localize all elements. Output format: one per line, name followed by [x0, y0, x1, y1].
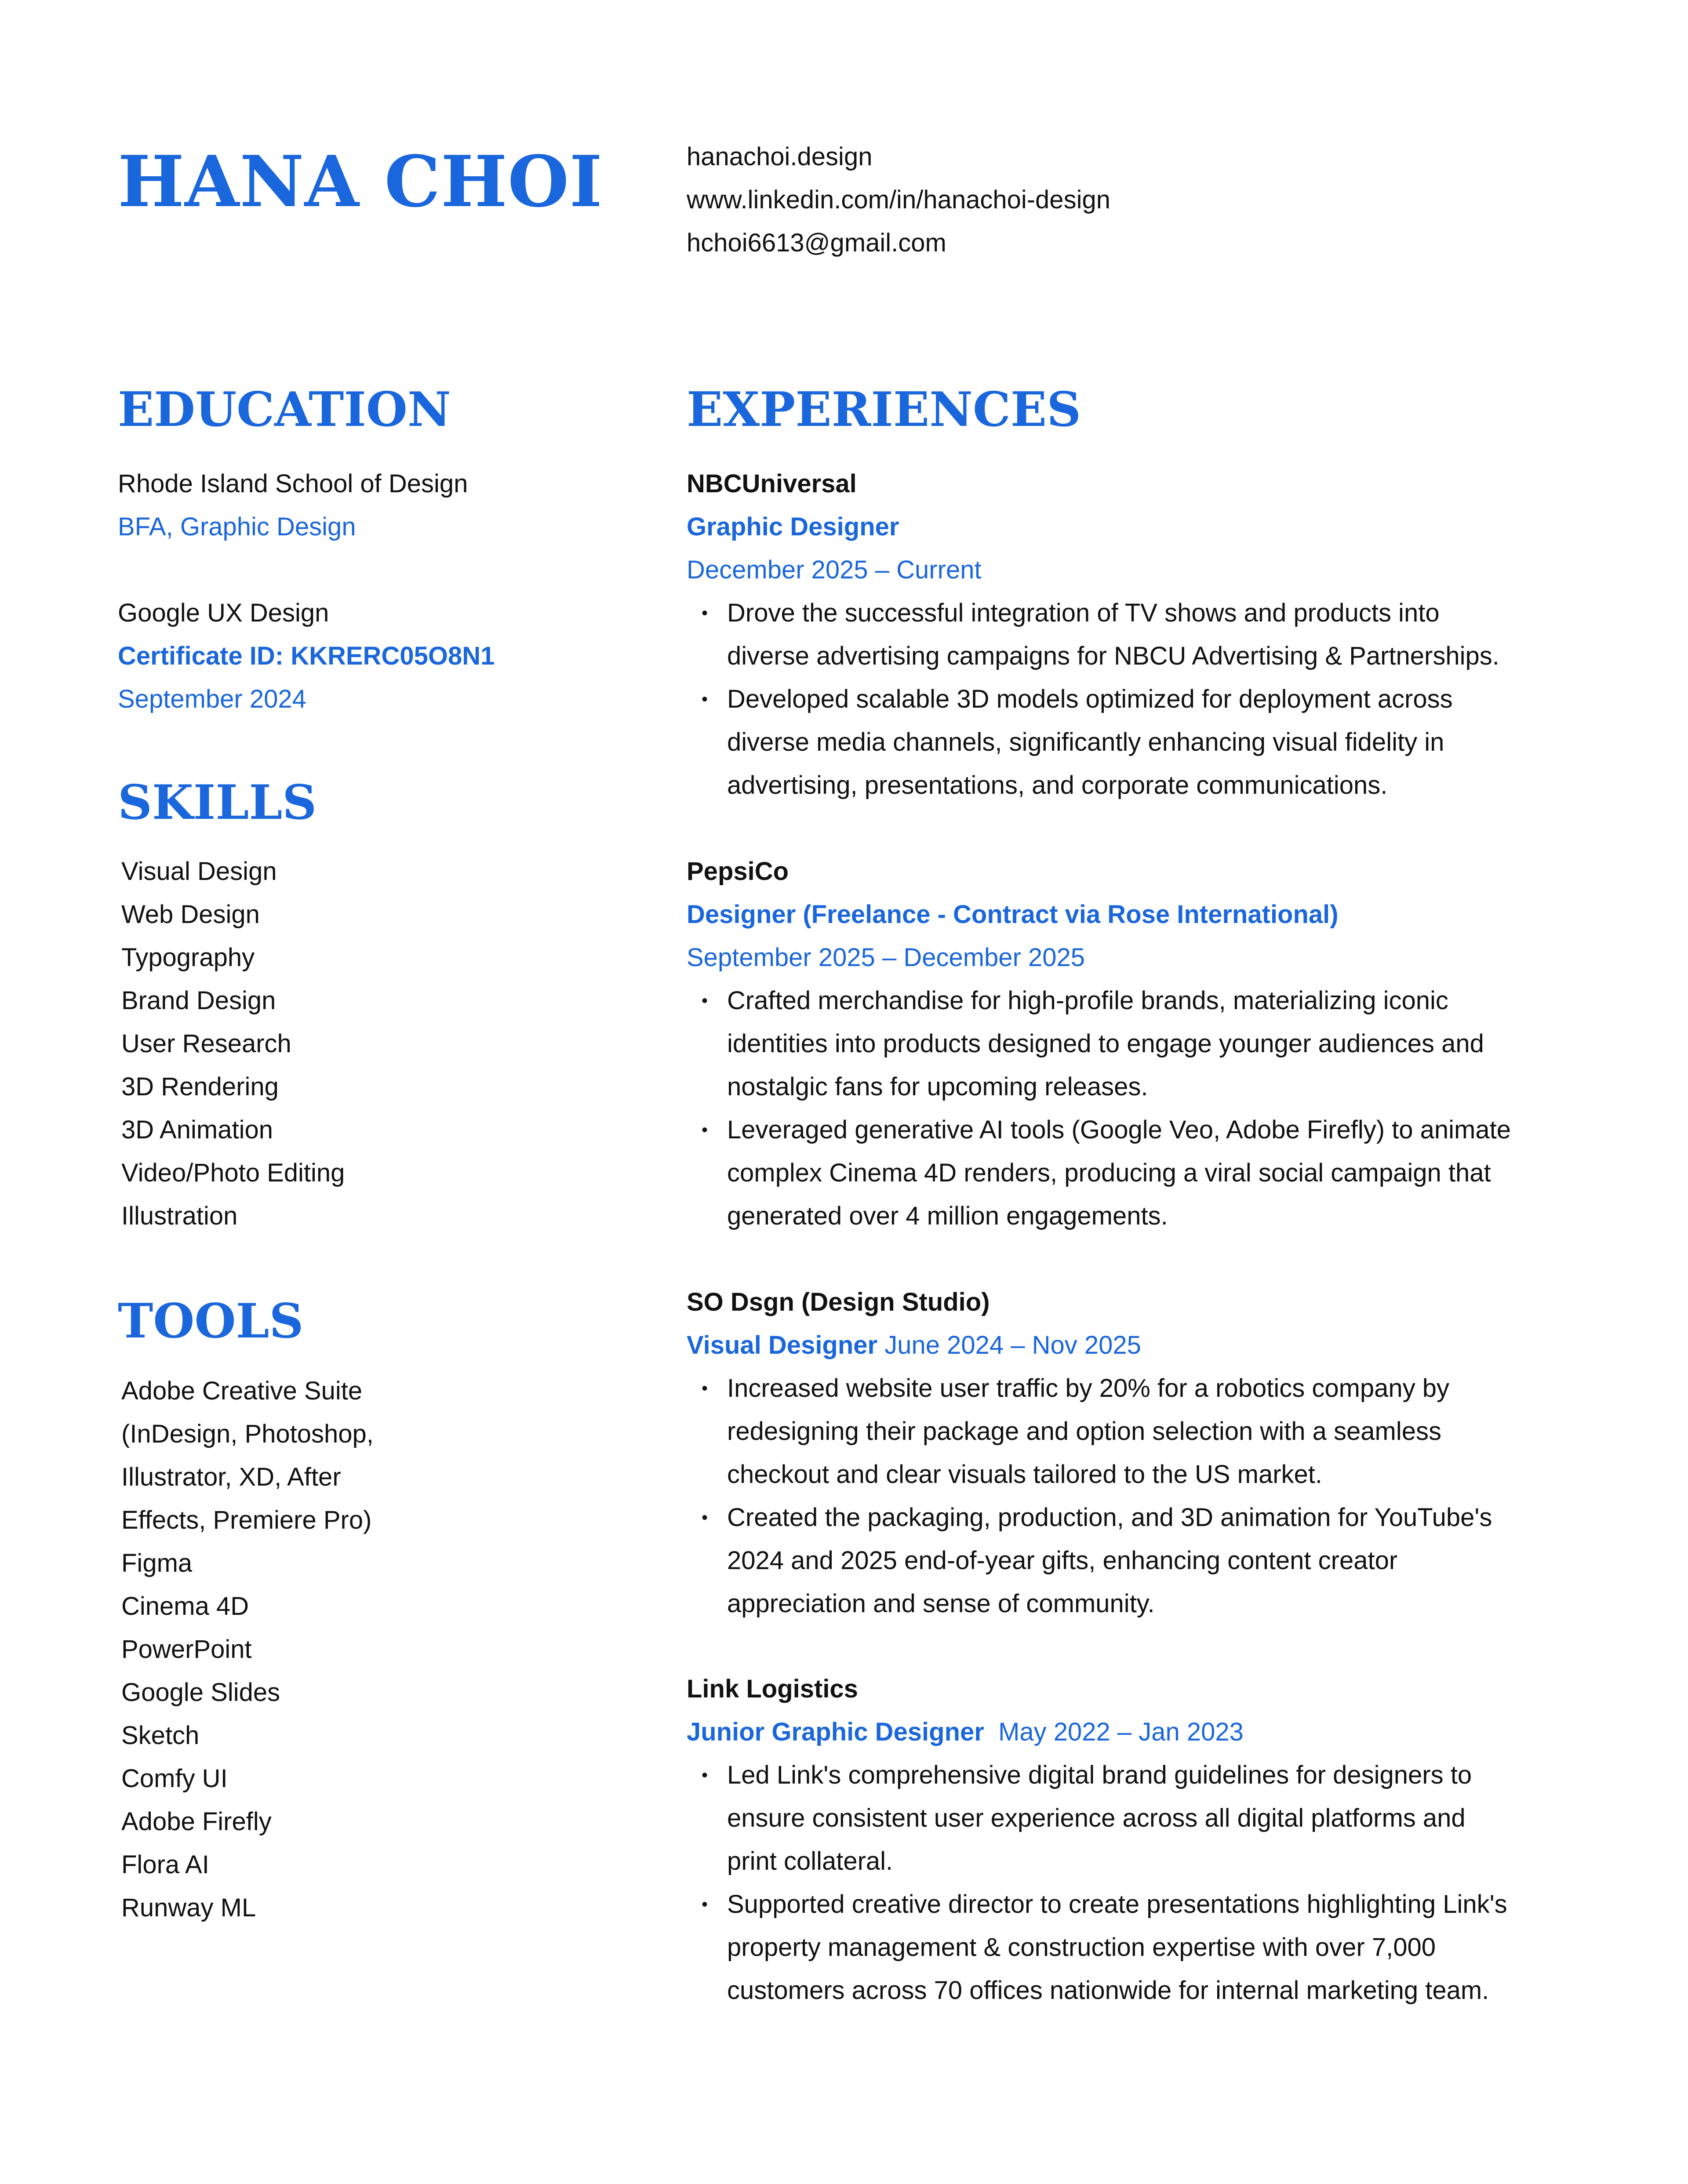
- job-title: Designer (Freelance - Contract via Rose International): [687, 900, 1339, 929]
- bullet-dot-icon: •: [702, 1766, 708, 1785]
- list-item: Illustrator, XD, After: [121, 1463, 341, 1491]
- list-item: Cinema 4D: [121, 1592, 249, 1621]
- job-bullets: [687, 979, 1602, 1238]
- website-link[interactable]: hanachoi.design: [687, 142, 873, 171]
- list-item: (InDesign, Photoshop,: [121, 1420, 374, 1448]
- list-item: 3D Rendering: [121, 1072, 279, 1101]
- job-company: NBCUniversal: [687, 469, 857, 498]
- bullet-dot-icon: •: [702, 1508, 708, 1527]
- job-company: Link Logistics: [687, 1675, 858, 1703]
- bullet-item: • Created the packaging, production, and 3D animation for YouTube's 2024 and 2025 end-of-year gifts, enhancing content creator appreciation and sense of community.: [687, 1496, 1602, 1625]
- skills-list: [118, 850, 345, 1238]
- list-item: Adobe Creative Suite: [121, 1377, 363, 1405]
- list-item: Sketch: [121, 1721, 200, 1750]
- list-item: Flora AI: [121, 1850, 209, 1879]
- list-item: Adobe Firefly: [121, 1807, 272, 1836]
- list-item: PowerPoint: [121, 1635, 252, 1664]
- bullet-item: • Leveraged generative AI tools (Google Veo, Adobe Firefly) to animate complex Cinema 4D renders, producing a viral social campaign that generated over 4 million engagements.: [687, 1108, 1602, 1238]
- job-title: Graphic Designer: [687, 512, 899, 541]
- list-item: Effects, Premiere Pro): [121, 1506, 372, 1534]
- candidate-name: HANA CHOI: [118, 140, 603, 223]
- job-title: Visual Designer: [687, 1331, 878, 1359]
- job-title: Junior Graphic Designer: [687, 1718, 984, 1746]
- job-nbcuniversal: [687, 462, 1602, 807]
- list-item: Web Design: [121, 900, 260, 929]
- bullet-item: • Led Link's comprehensive digital brand guidelines for designers to ensure consistent user experience across all digital platforms and print collateral.: [687, 1754, 1602, 1883]
- job-company: PepsiCo: [687, 857, 789, 886]
- list-item: Illustration: [121, 1202, 238, 1230]
- education-entry-google: [118, 592, 495, 721]
- job-dates: June 2024 – Nov 2025: [884, 1331, 1141, 1359]
- list-item: Visual Design: [121, 857, 277, 886]
- list-item: Figma: [121, 1549, 193, 1577]
- bullet-dot-icon: •: [702, 690, 708, 709]
- experiences-section: [687, 379, 1081, 440]
- email-link[interactable]: hchoi6613@gmail.com: [687, 229, 946, 257]
- list-item: Brand Design: [121, 986, 276, 1015]
- list-item: Google Slides: [121, 1678, 280, 1707]
- education-degree: BFA, Graphic Design: [118, 512, 356, 541]
- bullet-item: • Increased website user traffic by 20% for a robotics company by redesigning their package and option selection with a seamless checkout and clear visuals tailored to the US market.: [687, 1367, 1602, 1496]
- job-bullets: [687, 1754, 1602, 2012]
- list-item: User Research: [121, 1029, 291, 1058]
- list-item: Comfy UI: [121, 1764, 228, 1793]
- job-so-dsgn: [687, 1281, 1602, 1625]
- list-item: Video/Photo Editing: [121, 1159, 345, 1187]
- tools-section: [118, 1290, 303, 1352]
- skills-heading: SKILLS: [118, 775, 317, 830]
- certificate-id: Certificate ID: KKRERC05O8N1: [118, 642, 495, 670]
- job-bullets: [687, 592, 1602, 807]
- linkedin-link[interactable]: www.linkedin.com/in/hanachoi-design: [687, 185, 1110, 214]
- bullet-dot-icon: •: [702, 1120, 708, 1140]
- list-item: Typography: [121, 943, 255, 972]
- bullet-item: • Crafted merchandise for high-profile brands, materializing iconic identities into products designed to engage younger audiences and nostalgic fans for upcoming releases.: [687, 979, 1602, 1108]
- job-pepsico: [687, 850, 1602, 1238]
- education-section: [118, 379, 451, 440]
- tools-heading: TOOLS: [118, 1294, 304, 1349]
- list-item: Runway ML: [121, 1893, 256, 1922]
- job-dates: May 2022 – Jan 2023: [998, 1718, 1244, 1746]
- bullet-dot-icon: •: [702, 1895, 708, 1914]
- education-school: Rhode Island School of Design: [118, 469, 468, 498]
- tools-list: [118, 1370, 374, 1930]
- job-dates: September 2025 – December 2025: [687, 943, 1085, 972]
- contact-info: [687, 135, 1110, 265]
- experiences-heading: EXPERIENCES: [687, 382, 1081, 437]
- job-link-logistics: [687, 1668, 1602, 2012]
- education-school: Google UX Design: [118, 599, 329, 627]
- skills-section: [118, 772, 316, 833]
- bullet-item: • Drove the successful integration of TV shows and products into diverse advertising campaigns for NBCU Advertising & Partnerships.: [687, 592, 1602, 678]
- bullet-dot-icon: •: [702, 603, 708, 623]
- job-title-line: [687, 1711, 1602, 1754]
- education-date: September 2024: [118, 685, 306, 713]
- job-dates: December 2025 – Current: [687, 556, 982, 584]
- bullet-dot-icon: •: [702, 1379, 708, 1398]
- bullet-item: • Supported creative director to create presentations highlighting Link's property management & construction expertise with over 7,000 customers across 70 offices nationwide for internal marketing team.: [687, 1883, 1602, 2012]
- job-company: SO Dsgn (Design Studio): [687, 1288, 990, 1316]
- job-title-line: [687, 1324, 1602, 1367]
- list-item: 3D Animation: [121, 1116, 273, 1144]
- bullet-item: • Developed scalable 3D models optimized for deployment across diverse media channels, significantly enhancing visual fidelity in advertising, presentations, and corporate communications.: [687, 678, 1602, 807]
- education-heading: EDUCATION: [118, 382, 451, 437]
- education-entry-risd: [118, 462, 468, 549]
- job-bullets: [687, 1367, 1602, 1625]
- bullet-dot-icon: •: [702, 991, 708, 1010]
